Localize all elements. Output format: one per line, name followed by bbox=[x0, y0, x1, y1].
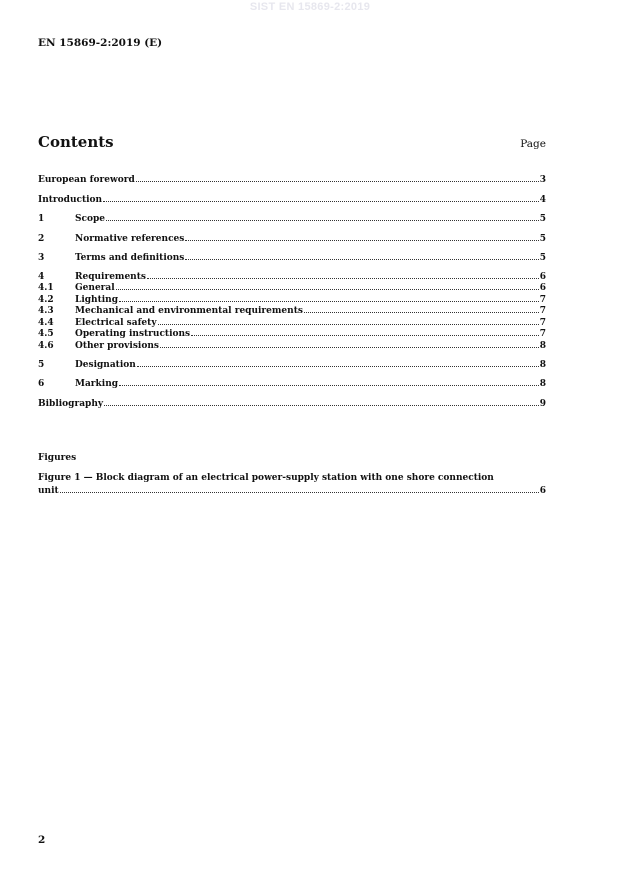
leader-dots bbox=[103, 200, 539, 202]
page-column-label: Page bbox=[520, 138, 546, 150]
toc-entry[interactable] bbox=[38, 341, 546, 353]
toc-entry-title: Introduction bbox=[38, 194, 103, 205]
watermark: SIST EN 15869-2:2019 bbox=[249, 1, 371, 13]
toc-entry[interactable] bbox=[38, 272, 546, 284]
leader-dots bbox=[185, 239, 538, 241]
toc-entry-title: General bbox=[75, 283, 115, 293]
toc-entry[interactable] bbox=[38, 329, 546, 341]
leader-dots bbox=[185, 258, 538, 260]
toc-entry-number: 1 bbox=[38, 214, 45, 224]
figure-entry-title: Figure 1 — Block diagram of an electrical power-supply station with one shore connection bbox=[38, 473, 494, 483]
toc-entry-title: Mechanical and environmental requirements bbox=[75, 306, 303, 316]
leader-dots bbox=[158, 323, 539, 325]
toc-entry-page: 4 bbox=[539, 194, 546, 205]
leader-dots bbox=[104, 404, 539, 406]
toc-entry-number: 4.1 bbox=[38, 283, 54, 293]
toc-entry-page: 8 bbox=[539, 379, 546, 389]
contents-title: Contents bbox=[38, 133, 114, 151]
toc-entry-number: 2 bbox=[38, 233, 45, 244]
toc-entry-title: Marking bbox=[75, 379, 119, 389]
toc-entry-title: Bibliography bbox=[38, 398, 104, 409]
toc-entry-number: 4.6 bbox=[38, 340, 54, 351]
toc-entry-title: Lighting bbox=[75, 294, 118, 305]
leader-dots bbox=[106, 219, 539, 221]
toc-entry[interactable] bbox=[38, 398, 546, 411]
toc-entry[interactable] bbox=[38, 306, 546, 318]
toc-entry-number: 4.4 bbox=[38, 317, 54, 328]
toc-entry-title: Requirements bbox=[75, 271, 146, 282]
toc-entry[interactable] bbox=[38, 194, 546, 207]
toc-entry-number: 4.2 bbox=[38, 294, 54, 305]
toc-entry-title: Terms and definitions bbox=[75, 253, 185, 263]
toc-entry-page: 7 bbox=[539, 306, 546, 316]
leader-dots bbox=[160, 346, 539, 348]
toc-entry-page: 9 bbox=[539, 398, 546, 409]
toc-entry-page: 7 bbox=[539, 294, 546, 305]
toc-entry-page: 5 bbox=[539, 214, 546, 224]
figures-heading: Figures bbox=[38, 453, 77, 463]
toc-entry-number: 4.3 bbox=[38, 306, 54, 316]
toc-entry-title: Operating instructions bbox=[75, 329, 191, 339]
page-number: 2 bbox=[38, 834, 46, 846]
toc-entry-page: 7 bbox=[539, 329, 546, 339]
toc-entry[interactable] bbox=[38, 213, 546, 226]
toc-entry-number: 4 bbox=[38, 271, 45, 282]
toc-entry-title: Scope bbox=[75, 214, 106, 224]
table-of-contents bbox=[38, 174, 546, 411]
toc-entry-page: 6 bbox=[539, 271, 546, 282]
toc-entry[interactable] bbox=[38, 174, 546, 187]
toc-entry-number: 4.5 bbox=[38, 329, 54, 339]
toc-entry-page: 8 bbox=[539, 340, 546, 351]
toc-entry-title: Electrical safety bbox=[75, 317, 157, 328]
leader-dots bbox=[60, 491, 539, 493]
leader-dots bbox=[136, 180, 539, 182]
toc-entry[interactable] bbox=[38, 318, 546, 330]
toc-entry-title: Designation bbox=[75, 359, 136, 370]
leader-dots bbox=[119, 300, 539, 302]
toc-entry-title: European foreword bbox=[38, 175, 135, 185]
toc-entry-page: 7 bbox=[539, 317, 546, 328]
leader-dots bbox=[116, 288, 539, 290]
toc-entry[interactable] bbox=[38, 295, 546, 307]
figure-entry-page: 6 bbox=[539, 486, 546, 496]
leader-dots bbox=[119, 384, 539, 386]
toc-entry-number: 6 bbox=[38, 379, 45, 389]
toc-entry-page: 3 bbox=[539, 175, 546, 185]
toc-entry[interactable] bbox=[38, 252, 546, 265]
toc-entry-page: 5 bbox=[539, 253, 546, 263]
leader-dots bbox=[147, 277, 539, 279]
toc-entry-title: Other provisions bbox=[75, 340, 159, 351]
toc-entry-page: 6 bbox=[539, 283, 546, 293]
toc-entry-page: 8 bbox=[539, 359, 546, 370]
toc-entry-number: 5 bbox=[38, 359, 45, 370]
figure-entry-title-continued: unit bbox=[38, 486, 59, 496]
document-id: EN 15869-2:2019 (E) bbox=[38, 37, 163, 49]
toc-entry-page: 5 bbox=[539, 233, 546, 244]
toc-entry-number: 3 bbox=[38, 253, 45, 263]
toc-entry[interactable] bbox=[38, 359, 546, 372]
leader-dots bbox=[304, 311, 539, 313]
toc-entry[interactable] bbox=[38, 233, 546, 246]
toc-entry[interactable] bbox=[38, 378, 546, 391]
leader-dots bbox=[137, 365, 539, 367]
figure-entry[interactable] bbox=[38, 472, 546, 498]
toc-entry[interactable] bbox=[38, 283, 546, 295]
leader-dots bbox=[191, 334, 539, 336]
toc-entry-title: Normative references bbox=[75, 233, 185, 244]
